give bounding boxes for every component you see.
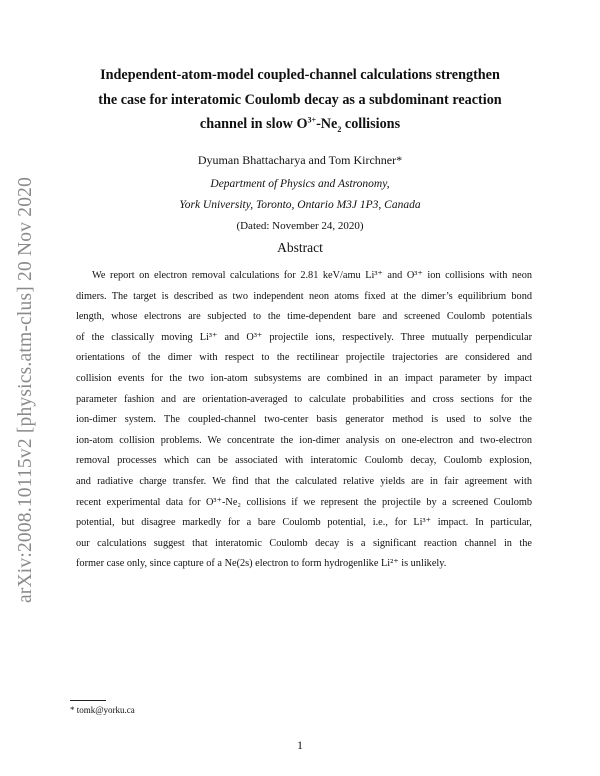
title-line	[60, 112, 540, 137]
page-number: 1	[297, 738, 303, 752]
footnote-email: * tomk@yorku.ca	[70, 705, 135, 715]
title-text: -Ne	[316, 116, 338, 132]
abstract-line: our calculations suggest that interatomic Coulomb decay is a significant reaction channel in the	[76, 537, 532, 549]
title-text: collisions	[341, 116, 401, 132]
abstract-line: collision events for the two ion-atom subsystems are combined in an impact parameter by impact	[76, 372, 532, 384]
author-list: Dyuman Bhattacharya and Tom Kirchner*	[197, 153, 403, 167]
title-line: Independent-atom-model coupled-channel calculations strengthen	[100, 67, 500, 83]
affiliation-line: Department of Physics and Astronomy,	[210, 178, 390, 190]
abstract-line: ion-dimer system. The coupled-channel two-center basis generator method is used to solve the	[76, 414, 532, 426]
title-line: the case for interatomic Coulomb decay as a subdominant reaction	[98, 91, 502, 108]
abstract-heading: Abstract	[277, 240, 323, 255]
charge-superscript: 3+	[307, 115, 317, 125]
abstract-line: dimers. The target is described as two independent neon atoms fixed at the dimer’s equilibrium bond	[76, 290, 532, 302]
abstract-line: recent experimental data for O³⁺-Ne₂ collisions if we represent the projectile by a screened Coulomb	[76, 496, 532, 508]
abstract-line: ion-atom collision problems. We concentrate the ion-dimer analysis on one-electron and two-electron	[76, 434, 532, 446]
abstract-body	[76, 266, 532, 575]
abstract-line: potential, but disagree markedly for a bare Coulomb potential, i.e., for Li³⁺ impact. In particular,	[76, 517, 532, 529]
abstract-line: of the classically moving Li³⁺ and O³⁺ projectile ions, respectively. Three mutually perpendicular	[76, 331, 532, 343]
arxiv-identifier: arXiv:2008.10115v2 [physics.atm-clus] 20 Nov 2020	[15, 176, 37, 604]
title-text: channel in slow O	[199, 116, 308, 132]
affiliation-line: York University, Toronto, Ontario M3J 1P3, Canada	[179, 199, 421, 211]
arxiv-identifier-stamp	[12, 172, 40, 608]
abstract-line: orientations of the dimer with respect to the rectilinear projectile trajectories are considered and	[76, 352, 532, 364]
paper-title	[60, 63, 540, 137]
abstract-line: removal processes which can be associated with interatomic Coulomb decay, Coulomb explosion,	[76, 455, 532, 467]
abstract-line: and radiative charge transfer. We find that the calculated relative yields are in fair agreement with	[76, 475, 532, 487]
abstract-line: former case only, since capture of a Ne(2s) electron to form hydrogenlike Li²⁺ is unlikely.	[76, 558, 447, 570]
abstract-line: parameter fashion and are orientation-averaged to calculate probabilities and cross sections for the	[76, 393, 532, 405]
affiliation	[60, 174, 540, 216]
abstract-line: length, whose electrons are subjected to the time-dependent bare and screened Coulomb potentials	[76, 311, 532, 323]
subscript: 2	[337, 124, 342, 134]
date-line: (Dated: November 24, 2020)	[236, 220, 364, 232]
abstract-line: We report on electron removal calculations for 2.81 keV/amu Li³⁺ and O³⁺ ion collisions with neon	[92, 270, 532, 281]
footnote-rule	[70, 700, 106, 701]
